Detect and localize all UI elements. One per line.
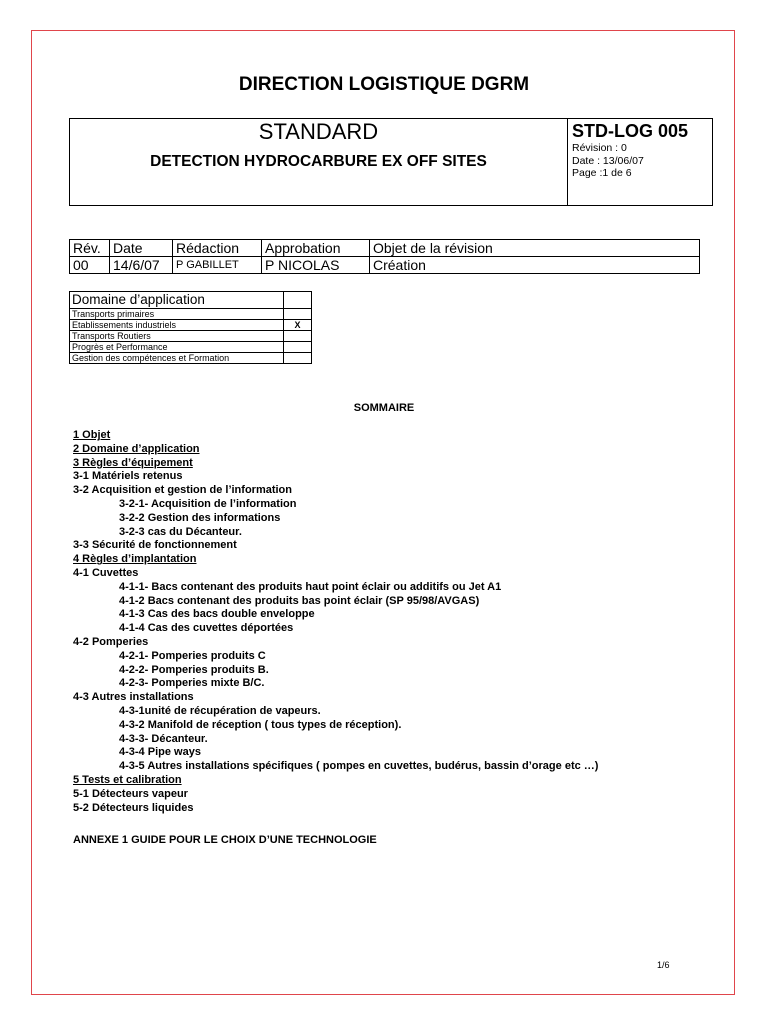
toc-item: 4-1-3 Cas des bacs double enveloppe [119,608,315,621]
revision-table-row [70,257,700,274]
page-number: 1/6 [657,960,670,970]
toc-item: 4-1-1- Bacs contenant des produits haut point éclair ou additifs ou Jet A1 [119,580,502,593]
domain-row [70,331,312,342]
table-of-contents [73,429,598,815]
date-header: Date [110,240,173,257]
rev-header: Rév. [70,240,110,257]
domain-item-label: Transports primaires [70,309,284,320]
revision-table-header-row [70,240,700,257]
redaction-header: Rédaction [173,240,262,257]
domain-row [70,342,312,353]
domain-header: Domaine d’application [70,292,284,309]
domain-item-mark [284,342,312,353]
toc-item: 4-1-4 Cas des cuvettes déportées [119,622,294,635]
standard-label: STANDARD [258,119,379,144]
toc-item: 3-2-3 cas du Décanteur. [119,525,242,538]
domain-item-label: Gestion des compétences et Formation [70,353,284,364]
toc-item: 4 Règles d’implantation [73,553,197,566]
toc-item: 5 Tests et calibration [73,773,182,786]
date-info: Date : 13/06/07 [572,154,644,167]
toc-item: 4-3-5 Autres installations spécifiques ( pompes en cuvettes, budérus, bassin d’orage etc …) [119,760,599,773]
toc-item: 3-1 Matériels retenus [73,470,183,483]
page-title: DIRECTION LOGISTIQUE DGRM [238,74,530,95]
date-value: 14/6/07 [110,257,173,274]
toc-item: 4-3-4 Pipe ways [119,746,201,759]
annexe-line: ANNEXE 1 GUIDE POUR LE CHOIX D’UNE TECHNOLOGIE [73,834,377,846]
document-subtitle: DETECTION HYDROCARBURE EX OFF SITES [150,153,487,170]
toc-item: 3 Règles d’équipement [73,456,193,469]
domain-table [69,291,312,364]
revision-table [69,239,700,274]
toc-item: 3-2 Acquisition et gestion de l’information [73,484,292,497]
approbation-value: P NICOLAS [262,257,370,274]
domain-row [70,309,312,320]
rev-value: 00 [70,257,110,274]
toc-item: 3-2-2 Gestion des informations [119,511,281,524]
toc-item: 4-1 Cuvettes [73,566,139,579]
doc-code: STD-LOG 005 [572,121,689,141]
domain-table-header-row [70,292,312,309]
toc-item: 3-2-1- Acquisition de l’information [119,497,297,510]
objet-header: Objet de la révision [370,240,700,257]
domain-item-label: Etablissements industriels [70,320,284,331]
toc-item: 4-1-2 Bacs contenant des produits bas point éclair (SP 95/98/AVGAS) [119,594,480,607]
header-title-cell [70,119,568,205]
toc-item: 4-2-3- Pomperies mixte B/C. [119,677,265,690]
header-meta-cell [568,119,712,205]
toc-item: 4-3-2 Manifold de réception ( tous types de réception). [119,718,402,731]
toc-item: 4-2-2- Pomperies produits B. [119,663,269,676]
toc-item: 2 Domaine d’application [73,442,200,455]
toc-item: 4-2 Pomperies [73,635,149,648]
domain-header-mark [284,292,312,309]
domain-row [70,320,312,331]
toc-item: 1 Objet [73,429,111,441]
domain-item-label: Progrès et Performance [70,342,284,353]
redaction-value: P GABILLET [173,257,262,274]
objet-value: Création [370,257,700,274]
toc-item: 4-2-1- Pomperies produits C [119,649,266,662]
toc-item: 5-2 Détecteurs liquides [73,801,194,814]
toc-item: 4-3-1unité de récupération de vapeurs. [119,704,321,717]
domain-item-mark: X [284,320,312,331]
page-info: Page :1 de 6 [572,167,632,179]
sommaire-title: SOMMAIRE [353,402,415,414]
approbation-header: Approbation [262,240,370,257]
toc-item: 5-1 Détecteurs vapeur [73,787,188,800]
domain-item-mark [284,309,312,320]
revision-info: Révision : 0 [572,142,627,154]
domain-row [70,353,312,364]
toc-item: 3-3 Sécurité de fonctionnement [73,539,237,552]
toc-item: 4-3 Autres installations [73,691,194,704]
document-header-box [69,118,713,206]
toc-item: 4-3-3- Décanteur. [119,732,208,745]
domain-item-mark [284,353,312,364]
domain-item-label: Transports Routiers [70,331,284,342]
domain-item-mark [284,331,312,342]
